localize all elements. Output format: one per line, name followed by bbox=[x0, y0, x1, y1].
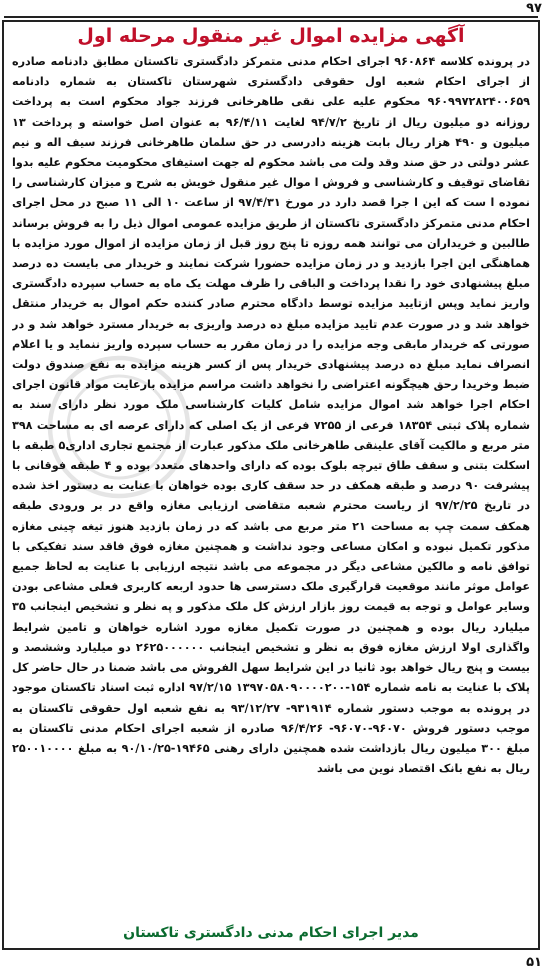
notice-title: آگهی مزایده اموال غیر منقول مرحله اول bbox=[77, 25, 465, 47]
notice-signature: مدیر اجرای احکام مدنی دادگستری تاکستان bbox=[123, 925, 419, 941]
page-footer bbox=[0, 955, 542, 973]
page-number-bottom: ۵۱ bbox=[526, 955, 542, 970]
header-rule bbox=[4, 16, 538, 18]
page-number-top: ۹۷ bbox=[526, 0, 542, 16]
notice-body: در پرونده کلاسه ۹۶۰۸۶۴ اجرای احکام مدنی متمرکز دادگستری تاکستان مطابق دادنامه صادره از اجرای احکام شعبه اول حقوقی دادگستری شهرستان تاکستان به شماره دادنامه ۹۶۰۹۹۷۲۸۲۴۰۰۶۵۹ محکوم علیه علی نقی طاهرخانی فرزند جواد محکوم است به پرداخت روزانه دو میلیون ریال از تاریخ ۹۴/۷/۲ لغایت ۹۶/۴/۱۱ به عنوان اصل خواسته و پرداخت ۱۳ میلیون و ۴۹۰ هزار ریال بابت هزینه دادرسی در حق سلمان طاهرخانی فرزند سیف اله و نیم عشر دولتی در حق صند وقد ولت می باشد محکوم له جهت استیفای محکومیت محکوم علیه بدوا تقاضای توقیف و کارشناسی و فروش ا موال غیر منقول خویش به شرح و میزان کارشناسی را نموده ا ست که این ا جرا قصد دارد در مورخ ۹۷/۴/۳۱ از ساعت ۱۰ الی ۱۱ صبح در محل اجرای احکام مدنی متمرکز دادگستری تاکستان از طریق مزایده عمومی اموال ذیل را به فروش برساند طالبین و خریداران می توانند همه روزه تا پنج روز قبل از زمان مزایده از اموال مورد مزایده با هماهنگی این اجرا بازدید و در زمان مزایده حضورا شرکت نمایند و خریدار می بایست ده درصد مبلغ پیشنهادی خود را نقدا پرداخت و الباقی را ظرف مهلت یک ماه به حساب سپرده دادگستری واریز نماید وپس ازتایید مزایده توسط دادگاه محترم صادر کننده حکم اموال به خریدار منتقل خواهد شد و در صورت عدم تایید مزایده مبلغ ده درصد واریزی به خریدار مسترد خواهد شد و در صورتی که خریدار مابقی وجه مزایده را در زمان مقرر به حساب سپرده واریز ننماید و یا اعلام انصراف نماید مبلغ ده درصد پیشنهادی خریدار پس از کسر هزینه مزایده به نفع صندوق دولت ضبط وخریدا رحق هیچگونه اعتراضی را نخواهد داشت مراسم مزایده بارعایت مواد قانون اجرای احکام اجرا خواهد شد اموال مزایده شامل کلیات کارشناسی ملک مورد نظر دارای سند به شماره پلاک ثبتی ۱۸۳۵۴ فرعی از ۷۲۵۵ فرعی از یک اصلی که دارای عرصه ای به مساحت ۳۹۸ متر مربع و مالکیت آقای علینقی طاهرخانی ملک مذکور عبارت از مجتمع تجاری اداری۵ طبقه با اسکلت بتنی و سقف طاق تیرچه بلوک بوده که دارای واحدهای متعدد بوده و ۴ طبقه فوقانی با پیشرفت ۹۰ درصد و طبقه همکف در حد سقف کاری بوده خواهان با عنایت به دستور اخذ شده در تاریخ ۹۷/۲/۲۵ از ریاست محترم شعبه متقاضی ارزیابی مغازه واقع در بر ورودی طبقه همکف سمت چپ به مساحت ۲۱ متر مربع می باشد که در زمان بازدید هنوز تیغه چینی مغازه مذکور تکمیل نبوده و امکان مساعی وجود نداشت و همچنین مغازه فوق فاقد سند تفکیکی با توافق نامه و مالکین مشاعی دیگر در مجموعه می باشد نتیجه ارزیابی با عنایت به لحاظ جمیع عوامل موثر مانند موقعیت قرارگیری ملک دسترسی ها حدود اربعه کاربری فعلی مشاعی بودن وسایر عوامل و توجه به قیمت روز بازار ارزش کل ملک مذکور و په نظر و تشخیص اینجانب ۳۵ میلیارد ریال بوده و همچنین در صورت تکمیل مغازه مورد اشاره خواهان و تامین شرایط واگذاری اولا ارزش مغازه فوق به نظر و تشخیص اینجانب ۲۶۲۵۰۰۰۰۰۰ دو میلیارد وششصد و بیست و پنج ریال خواهد بود ثانیا در این شرایط سهل الفروش می باشد ضمنا در حال حاضر کل پلاک با عنایت به نامه شماره ۱۵۴-۱۳۹۷۰۵۸۰۹۰۰۰۰۲۰۰ ۹۷/۲/۱۵ اداره ثبت اسناد تاکستان موجود در پرونده به موجب دستور شماره ۹۳۱۹۱۴- ۹۳/۱۲/۲۷ به نفع شعبه اول حقوقی تاکستان به موجب دستور فروش ۹۶۰۷۰-۹۶۰۷۰- ۹۶/۴/۲۶ صادره از شعبه اجرای احکام مدنی تاکستان به مبلغ ۳۰۰ میلیون ریال بازداشت شده همچنین دارای رهنی ۱۹۴۶۵-۹۰/۱۰/۲۵ به مبلغ ۲۵۰۰۱۰۰۰۰ ریال به نفع بانک اقتصاد نوین می باشد bbox=[12, 55, 530, 776]
page-header bbox=[0, 0, 542, 16]
auction-notice bbox=[2, 20, 540, 950]
